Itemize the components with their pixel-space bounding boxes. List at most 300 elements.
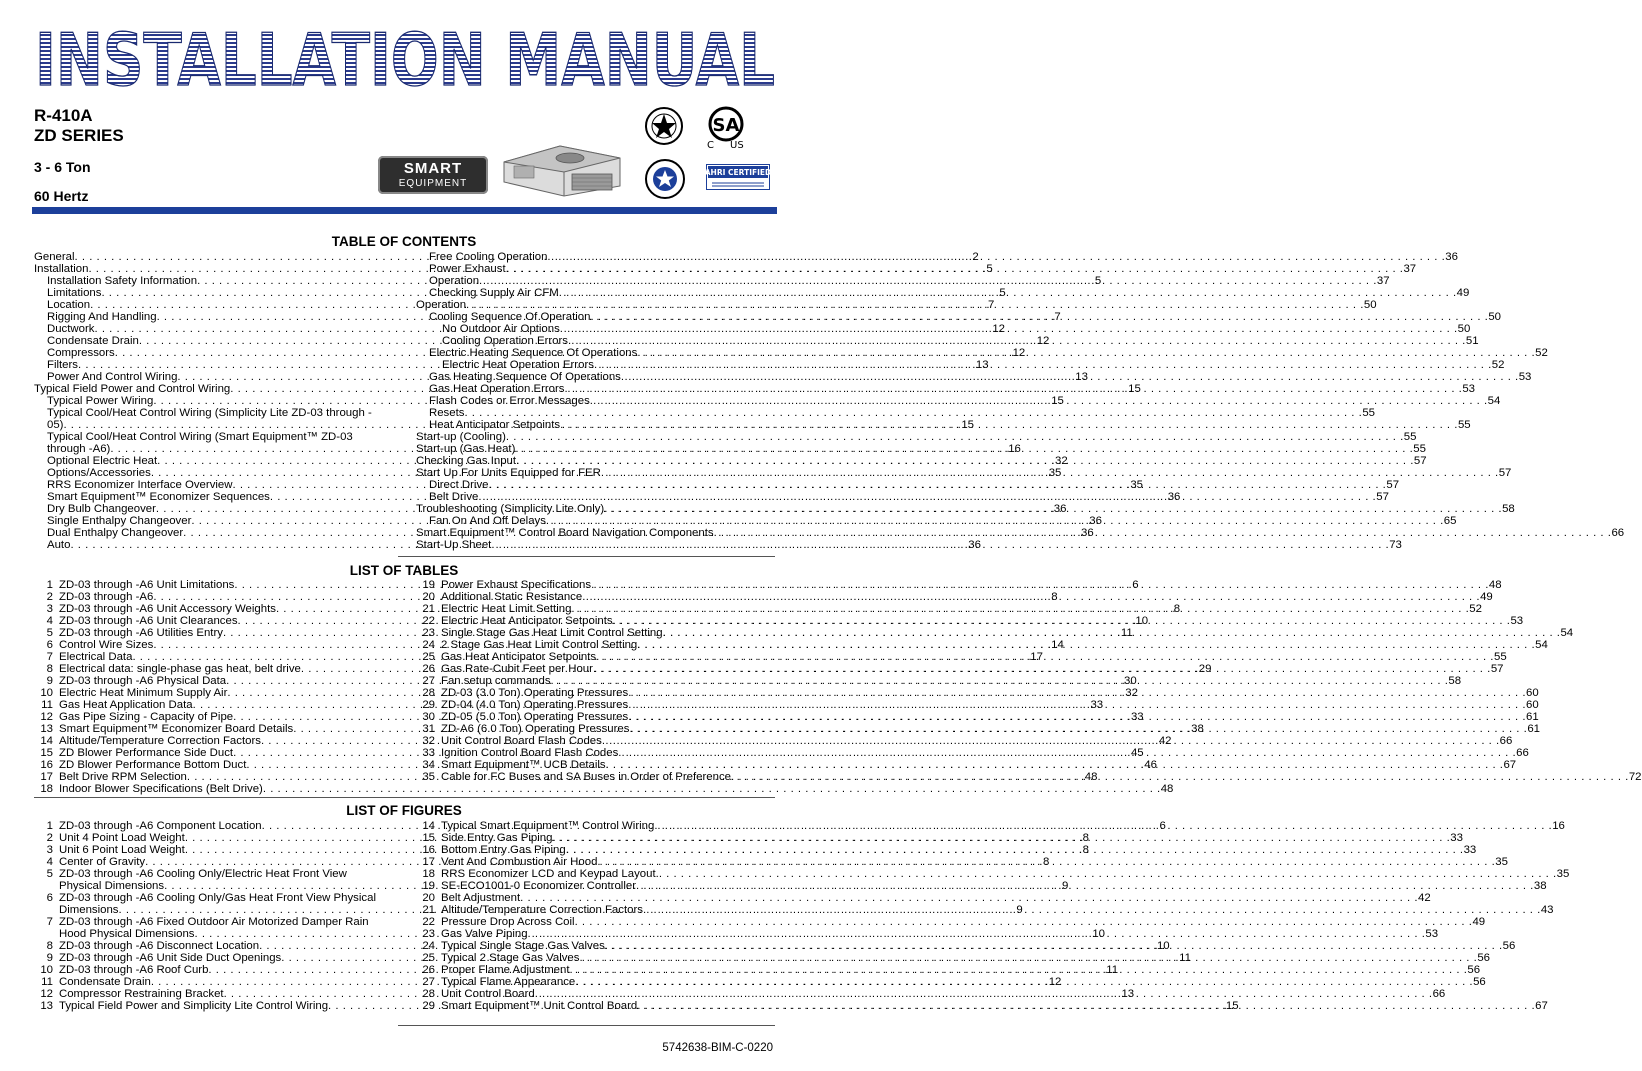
- page-number: 61: [1526, 711, 1539, 723]
- entry-title: ZD-03 through -A6 Unit Clearances: [59, 615, 238, 627]
- toc-entry[interactable]: [416, 263, 1417, 275]
- page-number: 8: [1051, 591, 1058, 603]
- toc-entry[interactable]: [416, 407, 1375, 419]
- figure-list-entry[interactable]: [416, 892, 1431, 904]
- entry-title: Control Wire Sizes: [59, 639, 154, 651]
- figure-list-entry[interactable]: [416, 916, 1486, 928]
- entry-number: 13: [40, 1000, 53, 1012]
- entry-title: Condensate Drain: [47, 335, 139, 347]
- page-number: 57: [1413, 455, 1427, 467]
- entry-title: Direct Drive: [429, 479, 489, 491]
- page-number: 36: [1089, 515, 1102, 527]
- dot-leader: [637, 347, 1535, 359]
- page-number: 67: [1503, 759, 1517, 771]
- page-number: 29: [1198, 663, 1212, 675]
- entry-title: ZD-03 through -A6 Cooling Only/Electric Heat Front View: [59, 868, 347, 880]
- entry-number: 17: [422, 856, 435, 868]
- entry-number: 4: [46, 615, 53, 627]
- entry-title: through -A6): [47, 443, 111, 455]
- figure-list-entry[interactable]: [416, 820, 1565, 832]
- page-number: 32: [1125, 687, 1138, 699]
- entry-number: 10: [40, 964, 53, 976]
- page-number: 10: [1135, 615, 1149, 627]
- entry-title: Gas Heat Operation Errors: [429, 383, 565, 395]
- entry-number: 24: [422, 639, 435, 651]
- page-number: 43: [1540, 904, 1554, 916]
- dot-leader: [528, 928, 1426, 940]
- entry-title: Fan On And Off Delays: [429, 515, 546, 527]
- figure-list-entry[interactable]: [416, 844, 1477, 856]
- entry-number: 18: [422, 868, 435, 880]
- entry-title: Ignition Control Board Flash Codes: [441, 747, 619, 759]
- entry-title: SE-ECO1001-0 Economizer Controller: [441, 880, 636, 892]
- entry-number: 2: [46, 832, 53, 844]
- page-number: 36: [968, 539, 981, 551]
- entry-title: Gas Heat Application Data: [59, 699, 193, 711]
- page-number: 56: [1473, 976, 1486, 988]
- page-number: 10: [1156, 940, 1170, 952]
- toc-entry[interactable]: [416, 275, 1390, 287]
- entry-title: Cable for FC Buses and SA Buses in Order of Preference: [441, 771, 731, 783]
- entry-title: Hood Physical Dimensions: [59, 928, 195, 940]
- entry-number: 29: [422, 1000, 435, 1012]
- entry-number: 34: [422, 759, 435, 771]
- entry-title: Filters: [47, 359, 79, 371]
- entry-title: Smart Equipment™ UCB Details: [441, 759, 606, 771]
- page-number: 11: [1179, 952, 1191, 964]
- entry-number: 6: [46, 892, 53, 904]
- figure-list-entry[interactable]: [416, 904, 1554, 916]
- entry-number: 12: [40, 988, 53, 1000]
- entry-title: ZD-03 through -A6 Cooling Only/Gas Heat Front View Physical: [59, 892, 376, 904]
- entry-title: ZD-03 through -A6 Utilities Entry: [59, 627, 223, 639]
- entry-number: 5: [46, 627, 53, 639]
- ahri-certified-logo: [706, 164, 770, 190]
- page-number: 13: [1121, 988, 1135, 1000]
- dot-leader: [594, 359, 1492, 371]
- dot-leader: [659, 868, 1557, 880]
- entry-title: Compressor Restraining Bracket: [59, 988, 224, 1000]
- entry-number: 5: [46, 868, 53, 880]
- entry-number: 18: [40, 783, 53, 795]
- entry-title: Typical Power Wiring: [47, 395, 154, 407]
- page-number: 66: [1432, 988, 1446, 1000]
- entry-title: Indoor Blower Specifications (Belt Drive): [59, 783, 263, 795]
- entry-title: Typical Field Power and Simplicity Lite Control Wiring: [59, 1000, 329, 1012]
- entry-number: 22: [422, 615, 435, 627]
- dot-leader: [621, 371, 1519, 383]
- entry-title: Electric Heat Limit Setting: [441, 603, 572, 615]
- page-number: 53: [1518, 371, 1532, 383]
- page-number: 55: [1403, 431, 1417, 443]
- page-number: 35: [1556, 868, 1570, 880]
- entry-number: 32: [422, 735, 435, 747]
- entry-title: Belt Drive: [429, 491, 479, 503]
- entry-title: No Outdoor Air Options: [442, 323, 560, 335]
- entry-title: ZD-03 through -A6 Unit Side Duct Openings: [59, 952, 282, 964]
- figure-list-entry[interactable]: [34, 892, 391, 904]
- page-number: 12: [992, 323, 1006, 335]
- footer-rule: [398, 1025, 775, 1026]
- entry-number: [34, 880, 53, 892]
- dot-leader: [552, 832, 1450, 844]
- dot-leader: [546, 515, 1444, 527]
- entry-number: 26: [422, 964, 435, 976]
- entry-number: 21: [422, 603, 435, 615]
- page-number: 46: [1144, 759, 1157, 771]
- entry-title: Power And Control Wiring: [47, 371, 178, 383]
- entry-title: Electrical Data: [59, 651, 133, 663]
- entry-title: Condensate Drain: [59, 976, 151, 988]
- dot-leader: [591, 579, 1489, 591]
- figure-list-entry[interactable]: [416, 832, 1463, 844]
- csa-mark-icon: [704, 104, 748, 150]
- dot-leader: [605, 940, 1503, 952]
- entry-title: Electric Heat Anticipator Setpoints: [441, 615, 613, 627]
- page-number: 35: [1048, 467, 1062, 479]
- dot-leader: [593, 663, 1491, 675]
- entry-number: 14: [40, 735, 53, 747]
- entry-title: Single Enthalpy Changeover: [47, 515, 192, 527]
- entry-number: 2: [46, 591, 53, 603]
- entry-title: Additional Static Resistance: [441, 591, 583, 603]
- page-number: 56: [1467, 964, 1481, 976]
- toc-entry[interactable]: [416, 299, 1377, 311]
- dot-leader: [604, 503, 1502, 515]
- entry-title: ZD-03 through -A6: [59, 591, 154, 603]
- entry-title: Start-Up Sheet: [416, 539, 492, 551]
- entry-title: Typical Single Stage Gas Valves: [441, 940, 605, 952]
- entry-number: 17: [40, 771, 53, 783]
- entry-number: 1: [46, 579, 53, 591]
- dot-leader: [263, 783, 1161, 795]
- entry-number: 14: [422, 820, 435, 832]
- page-number: 13: [975, 359, 989, 371]
- page-number: 66: [1611, 527, 1625, 539]
- entry-title: Pressure Drop Across Coil: [441, 916, 575, 928]
- entry-title: Dual Enthalpy Changeover: [47, 527, 184, 539]
- entry-number: [34, 928, 53, 940]
- dot-leader: [613, 615, 1511, 627]
- page-number: 16: [1008, 443, 1021, 455]
- page-number: 57: [1376, 491, 1389, 503]
- page-number: 15: [1225, 1000, 1239, 1012]
- dot-leader: [464, 407, 1362, 419]
- page-number: 37: [1403, 263, 1417, 275]
- page-number: 36: [1081, 527, 1094, 539]
- product-info: [34, 106, 124, 205]
- page-number: 35: [1495, 856, 1508, 868]
- entry-number: 8: [46, 940, 53, 952]
- entry-number: 25: [422, 651, 435, 663]
- page-number: 12: [1036, 335, 1050, 347]
- page-number: 17: [1030, 651, 1043, 663]
- page-number: 57: [1490, 663, 1504, 675]
- page-number: 48: [1160, 783, 1174, 795]
- entry-number: 1: [46, 820, 53, 832]
- dot-leader: [636, 880, 1534, 892]
- banner-title: [30, 18, 780, 102]
- table-list-entry[interactable]: [416, 591, 1493, 603]
- toc-entry[interactable]: [416, 431, 1417, 443]
- dot-leader: [606, 759, 1504, 771]
- dot-leader: [479, 275, 1377, 287]
- page-number: 57: [1498, 467, 1512, 479]
- entry-title: 05): [47, 419, 64, 431]
- toc-entry[interactable]: [34, 431, 391, 443]
- page-number: 5: [986, 263, 993, 275]
- entry-title: Unit 6 Point Load Weight: [59, 844, 185, 856]
- figure-list-entry[interactable]: [416, 868, 1570, 880]
- figure-list-entry[interactable]: [416, 880, 1547, 892]
- entry-title: Center of Gravity: [59, 856, 146, 868]
- header-divider-bar: [32, 207, 777, 214]
- entry-title: Resets: [429, 407, 465, 419]
- entry-title: ZD Blower Performance Side Duct: [59, 747, 234, 759]
- page-number: 37: [1376, 275, 1390, 287]
- entry-title: Electric Heat Operation Errors: [442, 359, 594, 371]
- page-number: 66: [1516, 747, 1529, 759]
- page-number: 9: [1016, 904, 1023, 916]
- table-list-entry[interactable]: [34, 783, 1174, 795]
- entry-title: Typical Flame Appearance: [441, 976, 576, 988]
- dot-leader: [506, 263, 1404, 275]
- page-number: 7: [987, 299, 995, 311]
- entry-title: Vent And Combustion Air Hood: [441, 856, 598, 868]
- page-number: 7: [1054, 311, 1061, 323]
- page-number: 8: [1082, 832, 1090, 844]
- entry-title: Typical Smart Equipment™ Control Wiring: [441, 820, 655, 832]
- dot-leader: [628, 687, 1526, 699]
- page-number: 2: [972, 251, 979, 263]
- page-number: 52: [1535, 347, 1548, 359]
- entry-title: Side Entry Gas Piping: [441, 832, 553, 844]
- entry-title: Auto: [47, 539, 71, 551]
- entry-title: Power Exhaust Specifications: [441, 579, 592, 591]
- entry-number: 16: [40, 759, 53, 771]
- entry-title: Start-up (Gas Heat): [416, 443, 516, 455]
- page-number: 58: [1448, 675, 1462, 687]
- entry-title: Unit Control Board Flash Codes: [441, 735, 602, 747]
- figures-title: LIST OF FIGURES: [346, 803, 462, 818]
- page-number: 53: [1510, 615, 1524, 627]
- entry-number: 3: [46, 603, 53, 615]
- entry-number: 8: [46, 663, 53, 675]
- page-number: 58: [1502, 503, 1515, 515]
- page-number: 32: [1055, 455, 1068, 467]
- page-number: 16: [1552, 820, 1565, 832]
- entry-number: 33: [422, 747, 435, 759]
- dot-leader: [568, 335, 1466, 347]
- entry-title: Location: [47, 299, 91, 311]
- entry-number: 10: [40, 687, 53, 699]
- page-number: 55: [1362, 407, 1375, 419]
- figure-list-entry[interactable]: [34, 916, 391, 928]
- entry-title: Typical Cool/Heat Control Wiring (Smart Equipment™ ZD-03: [47, 431, 353, 443]
- entry-title: Troubleshooting (Simplicity Lite Only): [416, 503, 605, 515]
- entry-number: 26: [422, 663, 435, 675]
- entry-number: 31: [422, 723, 435, 735]
- page-number: 36: [1445, 251, 1458, 263]
- page-number: 50: [1457, 323, 1471, 335]
- entry-title: Gas Heating Sequence Of Operations: [429, 371, 621, 383]
- entry-title: Operation: [416, 299, 467, 311]
- entry-title: Unit 4 Point Load Weight: [59, 832, 185, 844]
- entry-number: 7: [46, 916, 53, 928]
- entry-title: ZD-03 (3.0 Ton) Operating Pressures: [441, 687, 629, 699]
- page-number: 33: [1090, 699, 1104, 711]
- dot-leader: [506, 431, 1404, 443]
- entry-title: Flash Codes or Error Messages: [429, 395, 590, 407]
- figures-rule: [34, 797, 775, 798]
- svg-text:AHRI CERTIFIED: AHRI CERTIFIED: [704, 168, 772, 177]
- entry-number: 23: [422, 627, 435, 639]
- page-number: 45: [1130, 747, 1144, 759]
- dot-leader: [579, 952, 1477, 964]
- page-number: 48: [1488, 579, 1502, 591]
- entry-title: Electric Heat Minimum Supply Air: [59, 687, 228, 699]
- page-number: 15: [1051, 395, 1064, 407]
- entry-number: 20: [422, 591, 435, 603]
- entry-number: 12: [40, 711, 53, 723]
- series: ZD SERIES: [34, 126, 124, 145]
- page-number: 51: [1465, 335, 1479, 347]
- entry-title: Fan setup commands: [441, 675, 551, 687]
- entry-title: General: [34, 251, 75, 263]
- page-number: 6: [1159, 820, 1166, 832]
- entry-title: Checking Gas Input: [416, 455, 517, 467]
- entry-number: 30: [422, 711, 435, 723]
- dot-leader: [628, 711, 1526, 723]
- dot-leader: [590, 395, 1488, 407]
- entry-title: Smart Equipment™ Economizer Sequences: [47, 491, 270, 503]
- ul-seal-icon: [644, 106, 684, 146]
- entry-number: 28: [422, 687, 435, 699]
- rooftop-unit-illustration: [500, 132, 624, 198]
- toc-entry[interactable]: [416, 287, 1470, 299]
- entry-title: Electrical data: single-phase gas heat, belt drive: [59, 663, 301, 675]
- entry-title: Belt Drive RPM Selection: [59, 771, 187, 783]
- page-number: 54: [1535, 639, 1548, 651]
- toc-entry[interactable]: [416, 311, 1502, 323]
- figure-list-entry[interactable]: [34, 868, 391, 880]
- entry-number: 15: [422, 832, 435, 844]
- entry-number: 6: [46, 639, 53, 651]
- entry-number: 11: [41, 976, 53, 988]
- entry-number: 9: [46, 675, 53, 687]
- svg-text:SA: SA: [712, 115, 740, 136]
- entry-title: Gas Pipe Sizing - Capacity of Pipe: [59, 711, 234, 723]
- entry-number: 19: [422, 579, 435, 591]
- dot-leader: [570, 964, 1468, 976]
- page-number: 8: [1173, 603, 1181, 615]
- entry-title: ZD-03 through -A6 Fixed Outdoor Air Motorized Damper Rain: [59, 916, 369, 928]
- dot-leader: [654, 820, 1552, 832]
- dot-leader: [491, 539, 1389, 551]
- dot-leader: [643, 904, 1541, 916]
- entry-title: Gas Valve Piping: [441, 928, 528, 940]
- dot-leader: [731, 771, 1629, 783]
- page-number: 48: [1084, 771, 1098, 783]
- entry-title: Rigging And Handling: [47, 311, 157, 323]
- page-number: 33: [1130, 711, 1144, 723]
- entry-title: 2 Stage Gas Heat Limit Control Setting: [441, 639, 638, 651]
- dot-leader: [582, 591, 1480, 603]
- dot-leader: [597, 856, 1495, 868]
- dot-leader: [629, 723, 1527, 735]
- entry-title: Bottom Entry Gas Piping: [441, 844, 566, 856]
- entry-number: 25: [422, 952, 435, 964]
- page-number: 10: [1092, 928, 1106, 940]
- page-number: 56: [1502, 940, 1516, 952]
- entry-title: Smart Equipment™ Control Board Navigation Components: [416, 527, 714, 539]
- entry-title: Altitude/Temperature Correction Factors: [441, 904, 643, 916]
- page-number: 8: [1042, 856, 1050, 868]
- page-number: 11: [1120, 627, 1133, 639]
- page-number: 52: [1469, 603, 1482, 615]
- entry-number: 16: [422, 844, 435, 856]
- page-number: 53: [1425, 928, 1439, 940]
- frequency: 60 Hertz: [34, 188, 89, 204]
- tables-title: LIST OF TABLES: [349, 563, 459, 578]
- page-number: 42: [1158, 735, 1172, 747]
- dot-leader: [560, 419, 1458, 431]
- entry-title: Smart Equipment™ Economizer Board Details: [59, 723, 294, 735]
- page-number: 36: [1167, 491, 1181, 503]
- toc-entry[interactable]: [34, 407, 391, 419]
- toc-entry[interactable]: [416, 251, 1458, 263]
- figure-list-entry[interactable]: [416, 856, 1508, 868]
- page-number: 54: [1560, 627, 1574, 639]
- entry-title: Limitations: [47, 287, 102, 299]
- entry-title: RRS Economizer Interface Overview: [47, 479, 233, 491]
- entry-number: 19: [422, 880, 435, 892]
- dot-leader: [628, 699, 1526, 711]
- toc-title: TABLE OF CONTENTS: [331, 234, 477, 249]
- dot-leader: [535, 988, 1433, 1000]
- page-number: 15: [961, 419, 974, 431]
- dot-leader: [602, 735, 1500, 747]
- entry-title: ZD-A6 (6.0 Ton) Operating Pressures: [441, 723, 630, 735]
- page-number: 55: [1413, 443, 1426, 455]
- entry-title: Ductwork: [47, 323, 95, 335]
- table-list-entry[interactable]: [416, 603, 1482, 615]
- page-number: 60: [1526, 699, 1539, 711]
- entry-title: Typical Field Power and Control Wiring: [34, 383, 231, 395]
- dot-leader: [714, 527, 1612, 539]
- entry-title: Typical 2 Stage Gas Valves: [441, 952, 580, 964]
- table-list-entry[interactable]: [416, 579, 1502, 591]
- page-number: 38: [1533, 880, 1547, 892]
- dot-leader: [478, 491, 1376, 503]
- page-number: 49: [1472, 916, 1486, 928]
- dot-leader: [551, 675, 1449, 687]
- entry-number: 28: [422, 988, 435, 1000]
- entry-title: Belt Adjustment: [441, 892, 521, 904]
- document-number: 5742638-BIM-C-0220: [662, 1042, 773, 1054]
- dot-leader: [663, 627, 1561, 639]
- entry-number: 21: [422, 904, 435, 916]
- svg-text:INSTALLATION MANUAL: INSTALLATION MANUAL: [35, 18, 775, 102]
- dot-leader: [596, 651, 1494, 663]
- entry-title: Gas Heat Anticipator Setpoints: [441, 651, 597, 663]
- entry-title: Electric Heating Sequence Of Operations: [429, 347, 638, 359]
- page-number: 38: [1191, 723, 1204, 735]
- page-number: 36: [1053, 503, 1067, 515]
- entry-number: 27: [422, 976, 435, 988]
- page-number: 6: [1132, 579, 1139, 591]
- dot-leader: [516, 455, 1414, 467]
